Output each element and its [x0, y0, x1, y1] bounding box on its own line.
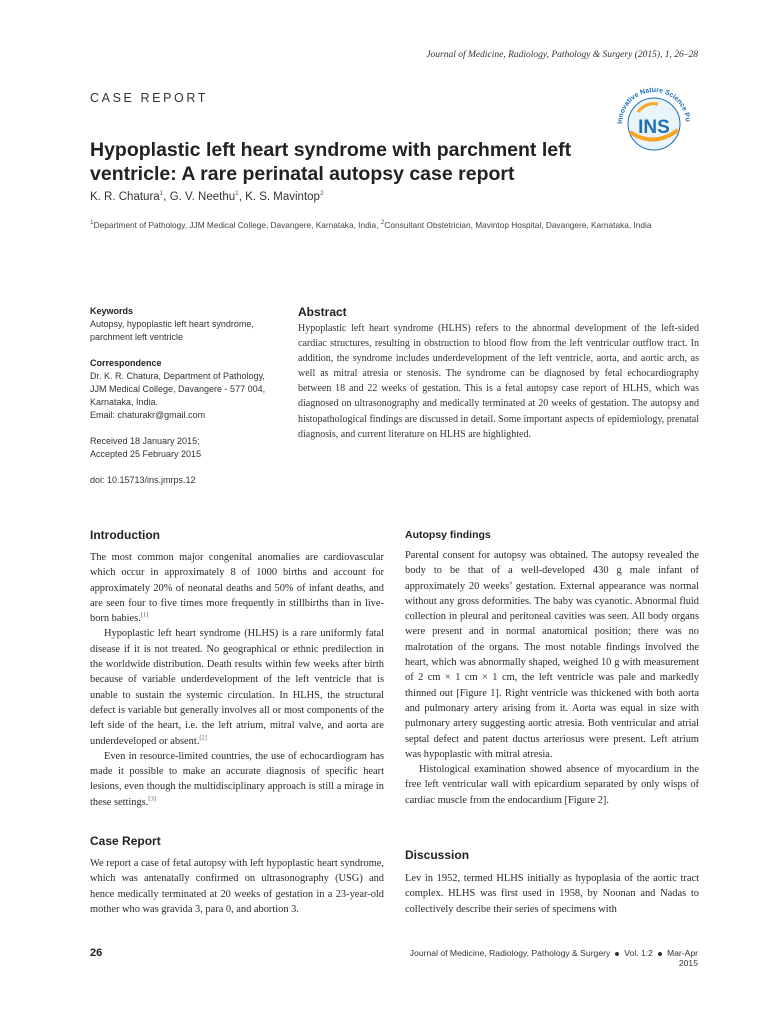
paragraph: Parental consent for autopsy was obtained. The autopsy revealed the body to be that of a well-developed 430 g male infant of approximately 20 weeks’ gestation. External appearance was normal without any gross deformities. The baby was cyanotic. Abnormal fluid collection in pleural and peritoneal cavities was seen. All body organs were present and in normal anatomical position; there was no malrotation of the organs. The most notable findings involved the heart, which was abnormally shaped, weighed 10 g with measurement of 2 cm × 1 cm × 1 cm, the left ventricle was pale and markedly thinned out [Figure 1]. Right ventricle was thickened with both aorta and pulmonary artery arising from it. Aorta was equal in size with pulmonary artery suggesting aortic atresia. Both ventricular and atrial septal defect and patent ductus arteriosus were present. Left atrium was hypoplastic with mitral atresia.	[405, 550, 699, 760]
svg-text:Innovative Nature Science Publ: Innovative Nature Science Pu	[616, 86, 691, 125]
introduction-body	[90, 550, 384, 810]
autopsy-body	[405, 548, 699, 808]
affil-sup: 1	[90, 219, 94, 227]
paragraph: Histological examination showed absence of myocardium in the free left ventricular wall with epicardium separated by only wisps of cardiac muscle from the endocardium [Figure 2].	[405, 764, 699, 806]
svg-text:INS: INS	[638, 117, 670, 138]
paragraph: We report a case of fetal autopsy with left hypoplastic heart syndrome, which was antenatally confirmed on ultrasonography (USG) and hence medically terminated at 20 weeks of gestation in a 23-year-old mother who was gravida 3, para 0, and abortion 3.	[90, 858, 384, 915]
ins-logo-icon	[608, 72, 700, 164]
section-label: CASE REPORT	[90, 91, 208, 105]
keywords-label: Keywords	[90, 306, 134, 316]
abstract-text: Hypoplastic left heart syndrome (HLHS) refers to the abnormal development of the left-sided cardiac structures, resulting in obstruction to blood flow from the left ventricular outflow tract. In addition, the syndrome includes underdevelopment of the left ventricle, aorta, and aortic arch, as well as mitral atresia or stenosis. The syndrome can be diagnosed by fetal echocardiography between 18 and 22 weeks of gestation. This is a fetal autopsy case report of HLHS, which was diagnosed on ultrasonography and medically terminated at 20 weeks of gestation. The autopsy and histopathological findings are discussed in detail. Some important aspects of epidemiology, prenatal diagnosis, and current literature on HLHS are highlighted.	[298, 323, 699, 440]
received-date: Received 18 January 2015;	[90, 436, 200, 446]
citation-ref[interactable]: [3]	[148, 795, 156, 803]
article-title	[90, 138, 590, 186]
abstract-heading: Abstract	[298, 305, 347, 319]
publisher-logo	[608, 72, 700, 164]
accepted-date: Accepted 25 February 2015	[90, 449, 202, 459]
title-line-2: ventricle: A rare perinatal autopsy case report	[90, 163, 515, 185]
autopsy-heading: Autopsy findings	[405, 529, 491, 541]
affiliation-2: Consultant Obstetrician, Mavintop Hospital, Davangere, Karnataka, India	[384, 220, 652, 230]
author-list: K. R. Chatura$^1$, G. V. Neethu$^1$, K. S. Mavintop$^2$	[90, 190, 324, 203]
correspondence-email[interactable]: Email: chaturakr@gmail.com	[90, 410, 206, 420]
doi-link[interactable]: doi: 10.15713/ins.jmrps.12	[90, 475, 196, 485]
footer-date: Mar-Apr 2015	[666, 948, 698, 968]
case-report-heading: Case Report	[90, 834, 161, 848]
citation-ref[interactable]: [2]	[199, 734, 207, 742]
keywords-text: Autopsy, hypoplastic left heart syndrome, parchment left ventricle	[90, 319, 254, 342]
article-sidebar	[90, 305, 280, 487]
affiliation-1: Department of Pathology, JJM Medical College, Davangere, Karnataka, India,	[93, 220, 379, 230]
footer-journal-info	[390, 948, 698, 968]
affil-sup: 2	[380, 219, 385, 227]
footer-volume: Vol. 1:2	[624, 948, 653, 958]
correspondence-label: Correspondence	[90, 358, 162, 368]
paragraph	[90, 550, 384, 626]
correspondence-line: Karnataka, India.	[90, 397, 159, 407]
author-affil-sup: 2	[319, 190, 324, 198]
author-name: K. S. Mavintop	[245, 191, 320, 203]
paragraph	[90, 626, 384, 748]
paragraph-text: The most common major congenital anomalies are cardiovascular which occur in approximately 8 of 1000 births and account for approximately 20% of neonatal deaths and 50% of infant deaths, and are seen four to five times more frequently in stillbirths than in live-born babies.	[90, 552, 384, 625]
paragraph-text: Hypoplastic left heart syndrome (HLHS) is a rare uniformly fatal disease if it is not treated. No geographical or ethnic predilection in the worldwide distribution. Death results within few weeks after birth because of variable underdevelopment of the left ventricle that is unable to sustain the systemic circulation. In HLHS, the structural defect is variable but generally involves all or most components of the left side of the heart, i.e. the left atrium, mitral valve, and aorta are underdeveloped or absent.	[90, 628, 384, 747]
bullet-icon	[658, 952, 662, 956]
author-name: K. R. Chatura	[90, 191, 160, 203]
citation-ref[interactable]: [1]	[140, 611, 149, 619]
page-number: 26	[90, 947, 103, 959]
paragraph-text: Even in resource-limited countries, the use of echocardiogram has made it possible to make an accurate diagnosis of specific heart lesions, even though the multidisciplinary approach is still a mirage in these settings.	[90, 750, 384, 808]
affiliations	[90, 220, 700, 230]
correspondence-line: Dr. K. R. Chatura, Department of Pathology,	[90, 371, 265, 381]
discussion-body	[405, 871, 699, 917]
author-name: G. V. Neethu	[169, 191, 236, 203]
author-affil-sup: 1	[235, 190, 239, 198]
introduction-heading: Introduction	[90, 528, 160, 542]
case-report-body	[90, 856, 384, 917]
footer-journal-name: Journal of Medicine, Radiology, Pathology & Surgery	[409, 948, 611, 958]
correspondence-line: JJM Medical College, Davangere - 577 004,	[90, 384, 266, 394]
journal-citation: Journal of Medicine, Radiology, Pathology & Surgery (2015), 1, 26–28	[426, 50, 698, 60]
bullet-icon	[615, 952, 619, 956]
paragraph: Lev in 1952, termed HLHS initially as hypoplasia of the aortic tract complex. HLHS was first used in 1958, by Noonan and Nadas to collectively describe their series of specimens with	[405, 873, 699, 915]
title-line-1: Hypoplastic left heart syndrome with parchment left	[90, 139, 572, 161]
author-affil-sup: 1	[159, 190, 164, 198]
discussion-heading: Discussion	[405, 848, 470, 862]
paragraph	[90, 749, 384, 810]
